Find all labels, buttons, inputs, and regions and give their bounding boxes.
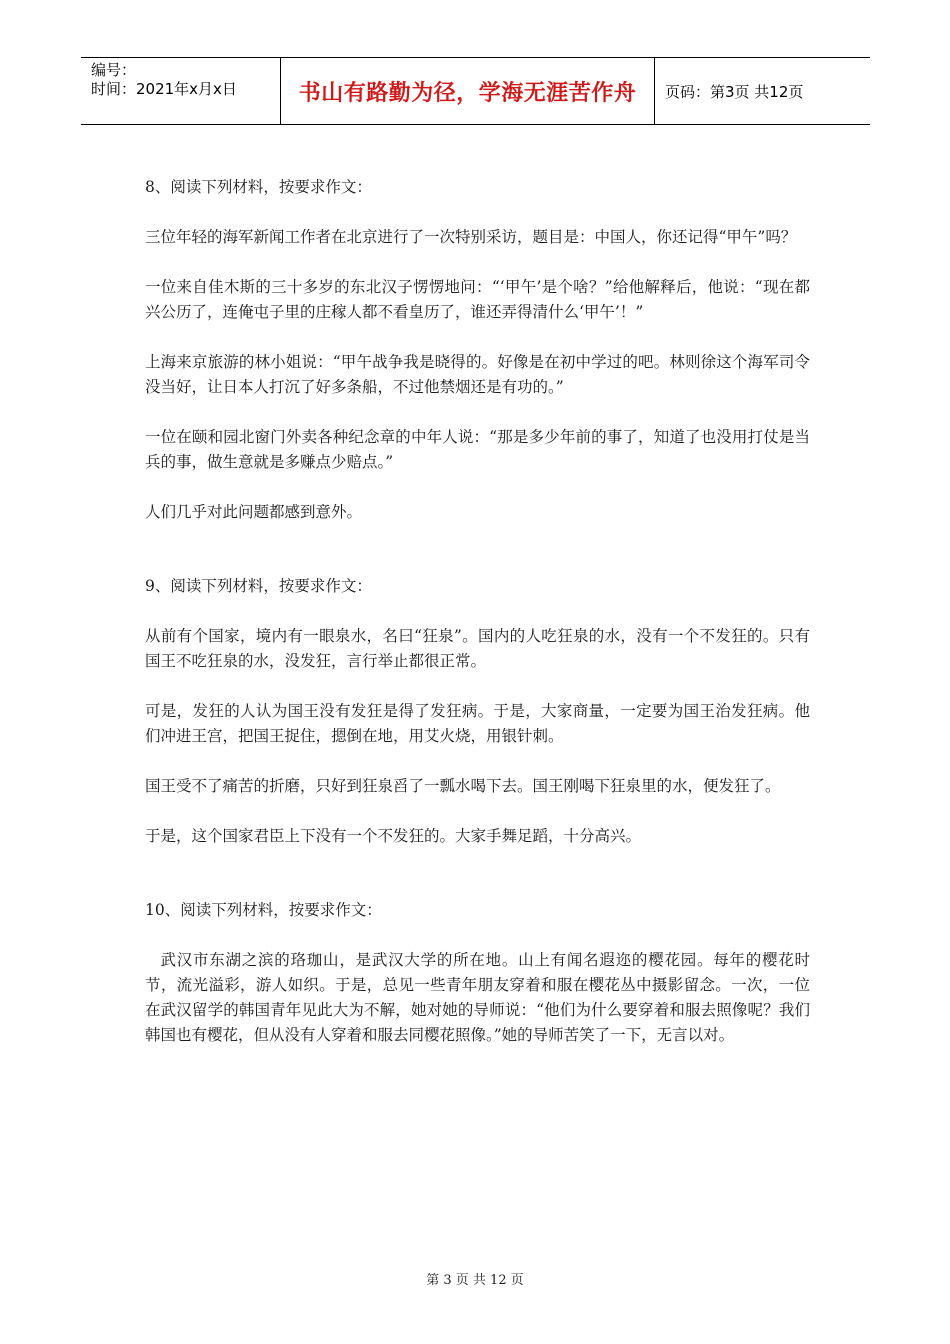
paragraph: 人们几乎对此问题都感到意外。 bbox=[145, 503, 363, 521]
document-body bbox=[145, 175, 810, 1048]
code-label: 编号： bbox=[91, 61, 137, 79]
paragraph: 一位来自佳木斯的三十多岁的东北汉子愣愣地问：“‘甲午’是个啥？”给他解释后，他说：“现在都兴公历了，连俺屯子里的庄稼人都不看皇历了，谁还弄得清什么‘甲午’！” bbox=[145, 278, 810, 321]
header-motto: 书山有路勤为径，学海无涯苦作舟 bbox=[281, 58, 655, 124]
paragraph: 一位在颐和园北窗门外卖各种纪念章的中年人说：“那是多少年前的事了，知道了也没用打仗是当兵的事，做生意就是多赚点少赔点。” bbox=[145, 428, 810, 471]
section-title: 9、阅读下列材料，按要求作文： bbox=[145, 577, 372, 595]
paragraph: 国王受不了痛苦的折磨，只好到狂泉舀了一瓢水喝下去。国王刚喝下狂泉里的水，便发狂了。 bbox=[145, 777, 781, 795]
section-spacer bbox=[145, 525, 810, 574]
paragraph: 上海来京旅游的林小姐说：“甲午战争我是晓得的。好像是在初中学过的吧。林则徐这个海军司令没当好，让日本人打沉了好多条船，不过他禁烟还是有功的。” bbox=[145, 353, 810, 396]
paragraph: 从前有个国家，境内有一眼泉水，名曰“狂泉”。国内的人吃狂泉的水，没有一个不发狂的。只有国王不吃狂泉的水，没发狂，言行举止都很正常。 bbox=[145, 627, 810, 670]
header-page-label: 页码：第3页 共12页 bbox=[665, 82, 804, 101]
page-header bbox=[81, 57, 870, 125]
paragraph: 武汉市东湖之滨的珞珈山，是武汉大学的所在地。山上有闻名遐迩的樱花园。每年的樱花时节，流光溢彩，游人如织。于是，总见一些青年朋友穿着和服在樱花丛中摄影留念。一次，一位在武汉留学的韩国青年见此大为不解，她对她的导师说：“他们为什么要穿着和服去照像呢？我们韩国也有樱花，但从没有人穿着和服去同樱花照像。”她的导师苦笑了一下，无言以对。 bbox=[145, 951, 810, 1044]
header-meta bbox=[81, 58, 281, 124]
paragraph: 三位年轻的海军新闻工作者在北京进行了一次特别采访，题目是：中国人，你还记得“甲午”吗？ bbox=[145, 228, 797, 246]
section-title: 10、阅读下列材料，按要求作文： bbox=[145, 901, 382, 919]
page-footer: 第 3 页 共 12 页 bbox=[426, 1273, 524, 1288]
section-title: 8、阅读下列材料，按要求作文： bbox=[145, 178, 372, 196]
paragraph: 可是，发狂的人认为国王没有发狂是得了发狂病。于是，大家商量，一定要为国王治发狂病。他们冲进王宫，把国王捉住，摁倒在地，用艾火烧，用银针刺。 bbox=[145, 702, 810, 745]
section-spacer bbox=[145, 849, 810, 898]
time-label: 时间：2021年x月x日 bbox=[91, 80, 237, 98]
paragraph: 于是，这个国家君臣上下没有一个不发狂的。大家手舞足蹈，十分高兴。 bbox=[145, 827, 642, 845]
